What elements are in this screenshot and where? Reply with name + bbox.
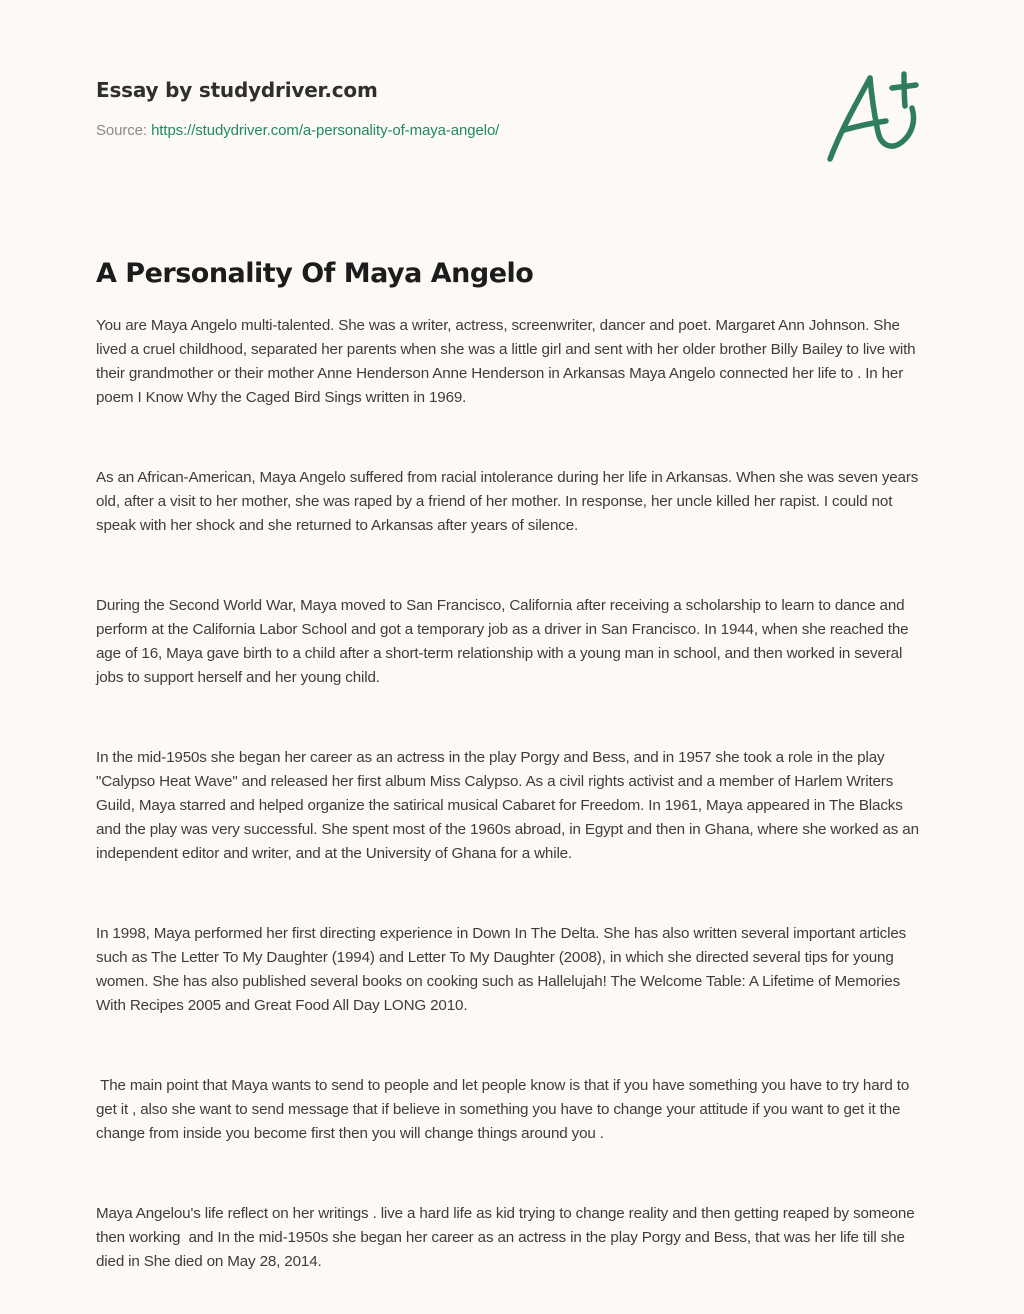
- paragraph-5: In 1998, Maya performed her first directing experience in Down In The Delta. She has also written several important articles such as The Letter To My Daughter (1994) and Letter To My Daughter (2008), in which she directed several tips for young women. She has also published several books on cooking such as Hallelujah! The Welcome Table: A Lifetime of Memories With Recipes 2005 and Great Food All Day LONG 2010.: [96, 925, 911, 1014]
- paragraph-7: Maya Angelou's life reflect on her writings . live a hard life as kid trying to change reality and then getting reaped by someone then working and In the mid-1950s she began her career as an actress in the play Porgy and Bess, that was her life till she died in She died on May 28, 2014.: [96, 1205, 919, 1270]
- site-title: Essay by studydriver.com: [96, 78, 378, 102]
- source-label: Source:: [96, 122, 152, 139]
- article-title: A Personality Of Maya Angelo: [96, 258, 534, 289]
- source-link[interactable]: https://studydriver.com/a-personality-of-maya-angelo/: [151, 122, 500, 139]
- paragraph-1: You are Maya Angelo multi-talented. She was a writer, actress, screenwriter, dancer and poet. Margaret Ann Johnson. She lived a cruel childhood, separated her parents when she was a little girl and sent with her older brother Billy Bailey to live with their grandmother or their mother Anne Henderson Anne Henderson in Arkansas Maya Angelo connected her life to . In her poem I Know Why the Caged Bird Sings written in 1969.: [96, 317, 920, 406]
- paragraph-3: During the Second World War, Maya moved to San Francisco, California after receiving a scholarship to learn to dance and perform at the California Labor School and got a temporary job as a driver in San Francisco. In 1944, when she reached the age of 16, Maya gave birth to a child after a short-term relationship with a young man in school, and then worked in several jobs to support herself and her young child.: [96, 597, 913, 686]
- article-body: [96, 314, 926, 1274]
- paragraph-2: As an African-American, Maya Angelo suffered from racial intolerance during her life in Arkansas. When she was seven years old, after a visit to her mother, she was raped by a friend of her mother. In response, her uncle killed her rapist. I could not speak with her shock and she returned to Arkansas after years of silence.: [96, 469, 923, 534]
- source-line: [96, 121, 796, 141]
- paragraph-6: The main point that Maya wants to send to people and let people know is that if you have something you have to try hard to get it , also she want to send message that if believe in something you have to change your attitude if you want to get it the change from inside you become first then you will change things around you .: [96, 1077, 914, 1142]
- a-plus-grade-icon: [820, 66, 930, 166]
- paragraph-4: In the mid-1950s she began her career as an actress in the play Porgy and Bess, and in 1957 she took a role in the play "Calypso Heat Wave" and released her first album Miss Calypso. As a civil rights activist and a member of Harlem Writers Guild, Maya starred and helped organize the satirical musical Cabaret for Freedom. In 1961, Maya appeared in The Blacks and the play was very successful. She spent most of the 1960s abroad, in Egypt and then in Ghana, where she worked as an independent editor and writer, and at the University of Ghana for a while.: [96, 749, 923, 862]
- page-header: [96, 76, 796, 141]
